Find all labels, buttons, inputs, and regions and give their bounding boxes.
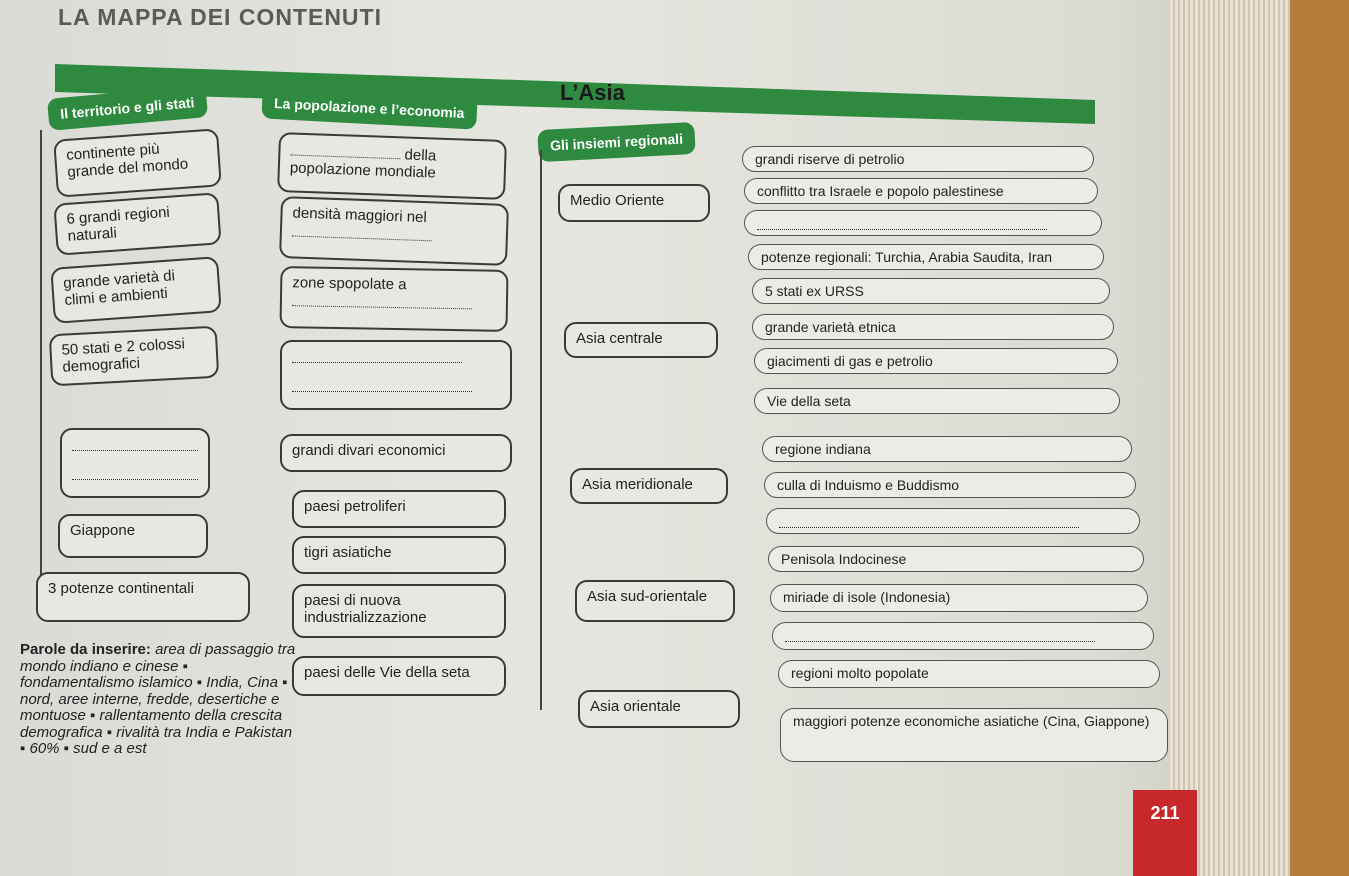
popolazione-box-9: paesi delle Vie della seta bbox=[292, 656, 506, 696]
detail-5: 5 stati ex URSS bbox=[752, 278, 1110, 304]
territorio-box-1: continente più grande del mondo bbox=[53, 128, 222, 197]
detail-1: grandi riserve di petrolio bbox=[742, 146, 1094, 172]
detail-15: regioni molto popolate bbox=[778, 660, 1160, 688]
detail-8: Vie della seta bbox=[754, 388, 1120, 414]
blank-line bbox=[292, 291, 472, 309]
detail-7: giacimenti di gas e petrolio bbox=[754, 348, 1118, 374]
page-edges bbox=[1170, 0, 1290, 876]
blank-line bbox=[292, 348, 462, 363]
regione-asia-orientale: Asia orientale bbox=[578, 690, 740, 728]
detail-13: miriade di isole (Indonesia) bbox=[770, 584, 1148, 612]
root-label: L’Asia bbox=[560, 80, 625, 105]
blank-line bbox=[72, 465, 198, 480]
connector bbox=[40, 130, 42, 600]
detail-4: potenze regionali: Turchia, Arabia Saudita, Iran bbox=[748, 244, 1104, 270]
blank-line bbox=[757, 215, 1047, 230]
territorio-box-4: 50 stati e 2 colossi demografici bbox=[49, 326, 219, 387]
blank-line bbox=[785, 627, 1095, 642]
page-title: LA MAPPA DEI CONTENUTI bbox=[58, 4, 382, 30]
detail-3 bbox=[744, 210, 1102, 236]
detail-2: conflitto tra Israele e popolo palestinese bbox=[744, 178, 1098, 204]
popolazione-text-2: densità maggiori nel bbox=[292, 204, 428, 227]
detail-10: culla di Induismo e Buddismo bbox=[764, 472, 1136, 498]
blank-line bbox=[72, 436, 198, 451]
connector bbox=[540, 150, 542, 710]
detail-9: regione indiana bbox=[762, 436, 1132, 462]
popolazione-box-8: paesi di nuova industrializzazione bbox=[292, 584, 506, 638]
territorio-box-5 bbox=[60, 428, 210, 498]
detail-12: Penisola Indocinese bbox=[768, 546, 1144, 572]
blank-line bbox=[779, 513, 1079, 528]
territorio-box-6: Giappone bbox=[58, 514, 208, 558]
page-number: 211 bbox=[1133, 790, 1197, 876]
blank-line bbox=[292, 377, 472, 392]
popolazione-box-4 bbox=[280, 340, 512, 410]
header-regioni: Gli insiemi regionali bbox=[537, 122, 696, 162]
territorio-box-3: grande varietà di climi e ambienti bbox=[50, 256, 221, 324]
header-popolazione: La popolazione e l’economia bbox=[261, 86, 477, 129]
words-list: area di passaggio tra mondo indiano e cinese ▪ fondamentalismo islamico ▪ India, Cina ▪ nord, aree interne, fredde, desertiche e montuose ▪ rallentamento della crescita demografica ▪ rivalità tra India e Pakistan ▪ 60% ▪ sud e a est bbox=[20, 641, 296, 757]
regione-asia-sud-orientale: Asia sud-orientale bbox=[575, 580, 735, 622]
words-to-insert bbox=[20, 642, 300, 758]
detail-11 bbox=[766, 508, 1140, 534]
regione-asia-centrale: Asia centrale bbox=[564, 322, 718, 358]
popolazione-box-2 bbox=[279, 196, 509, 266]
detail-14 bbox=[772, 622, 1154, 650]
popolazione-box-3 bbox=[279, 266, 508, 332]
territorio-box-7: 3 potenze continentali bbox=[36, 572, 250, 622]
blank-line bbox=[290, 140, 400, 159]
detail-16: maggiori potenze economiche asiatiche (Cina, Giappone) bbox=[780, 708, 1168, 762]
regione-medio-oriente: Medio Oriente bbox=[558, 184, 710, 222]
popolazione-box-7: tigri asiatiche bbox=[292, 536, 506, 574]
territorio-box-2: 6 grandi regioni naturali bbox=[53, 192, 221, 255]
popolazione-box-5: grandi divari economici bbox=[280, 434, 512, 472]
popolazione-box-6: paesi petroliferi bbox=[292, 490, 506, 528]
popolazione-text-3: zone spopolate a bbox=[292, 274, 407, 294]
regione-asia-meridionale: Asia meridionale bbox=[570, 468, 728, 504]
popolazione-text-1: della popolazione mondiale bbox=[289, 146, 437, 182]
words-label: Parole da inserire: bbox=[20, 641, 151, 658]
detail-6: grande varietà etnica bbox=[752, 314, 1114, 340]
header-territorio: Il territorio e gli stati bbox=[47, 85, 208, 131]
popolazione-box-1 bbox=[277, 132, 507, 200]
